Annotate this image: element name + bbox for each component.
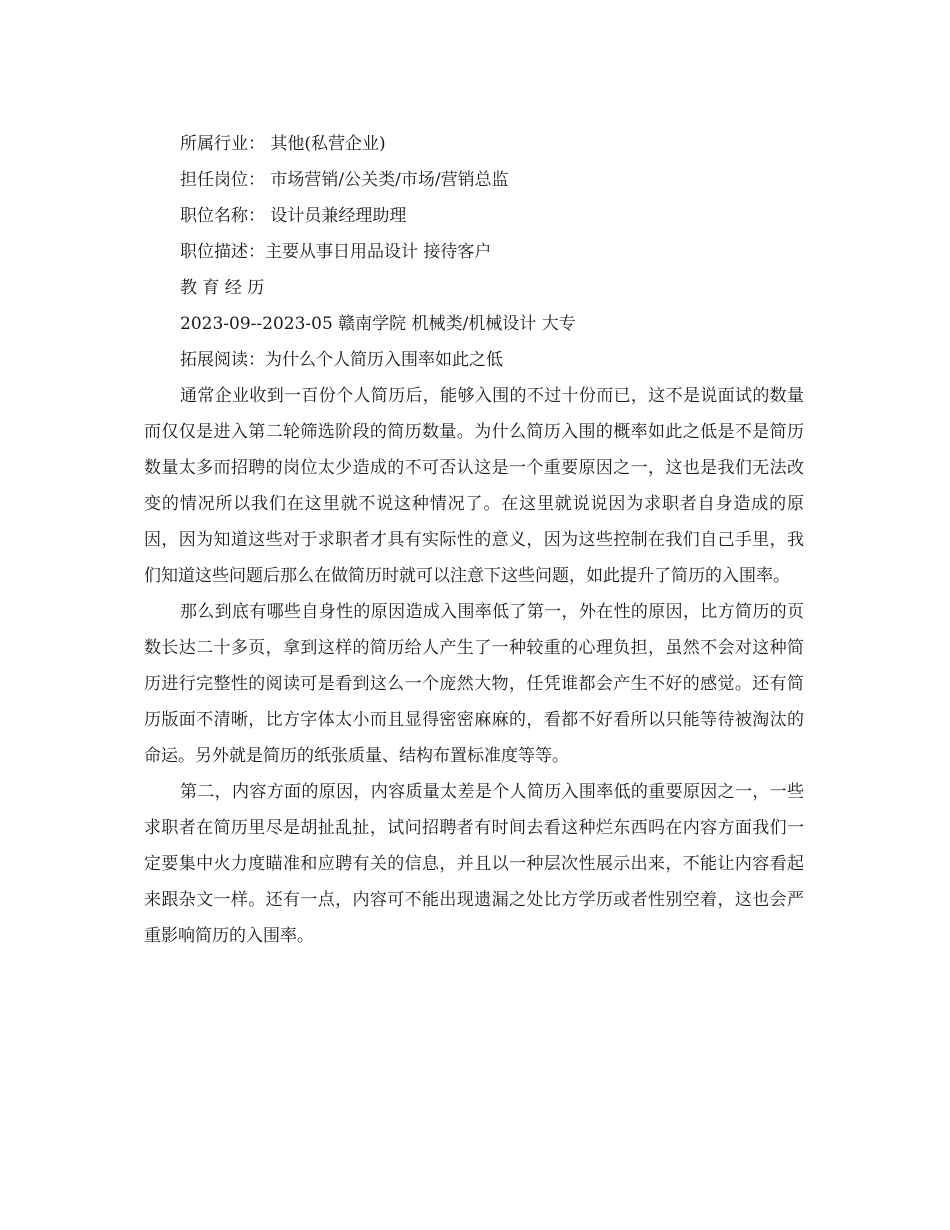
article-paragraph-2: 那么到底有哪些自身性的原因造成入围率低了第一，外在性的原因，比方简历的页数长达二十多页，拿到这样的简历给人产生了一种较重的心理负担，虽然不会对这种简历进行完整性的阅读可是看到这么一个庞然大物，任凭谁都会产生不好的感觉。还有简历版面不清晰，比方字体太小而且显得密密麻麻的，看都不好看所以只能等待被淘汰的命运。另外就是简历的纸张质量、结构布置标准度等等。 <box>144 602 804 766</box>
position-title-line: 职位名称： 设计员兼经理助理 <box>180 206 407 226</box>
position-description-line: 职位描述：主要从事日用品设计 接待客户 <box>180 242 492 262</box>
post-line: 担任岗位： 市场营销/公关类/市场/营销总监 <box>180 170 509 190</box>
education-entry: 2023-09--2023-05 赣南学院 机械类/机械设计 大专 <box>180 314 576 334</box>
document-body <box>144 126 804 954</box>
education-heading: 教 育 经 历 <box>180 278 265 298</box>
industry-line: 所属行业： 其他(私营企业) <box>180 134 386 154</box>
article-heading: 拓展阅读：为什么个人简历入围率如此之低 <box>180 350 503 370</box>
article-paragraph-3: 第二，内容方面的原因，内容质量太差是个人简历入围率低的重要原因之一，一些求职者在简历里尽是胡扯乱扯，试问招聘者有时间去看这种烂东西吗在内容方面我们一定要集中火力度瞄准和应聘有关的信息，并且以一种层次性展示出来，不能让内容看起来跟杂文一样。还有一点，内容可不能出现遗漏之处比方学历或者性别空着，这也会严重影响简历的入围率。 <box>144 782 804 946</box>
article-paragraph-1: 通常企业收到一百份个人简历后，能够入围的不过十份而已，这不是说面试的数量而仅仅是进入第二轮筛选阶段的简历数量。为什么简历入围的概率如此之低是不是简历数量太多而招聘的岗位太少造成的不可否认这是一个重要原因之一，这也是我们无法改变的情况所以我们在这里就不说这种情况了。在这里就说说因为求职者自身造成的原因，因为知道这些对于求职者才具有实际性的意义，因为这些控制在我们自己手里，我们知道这些问题后那么在做简历时就可以注意下这些问题，如此提升了简历的入围率。 <box>144 386 804 586</box>
